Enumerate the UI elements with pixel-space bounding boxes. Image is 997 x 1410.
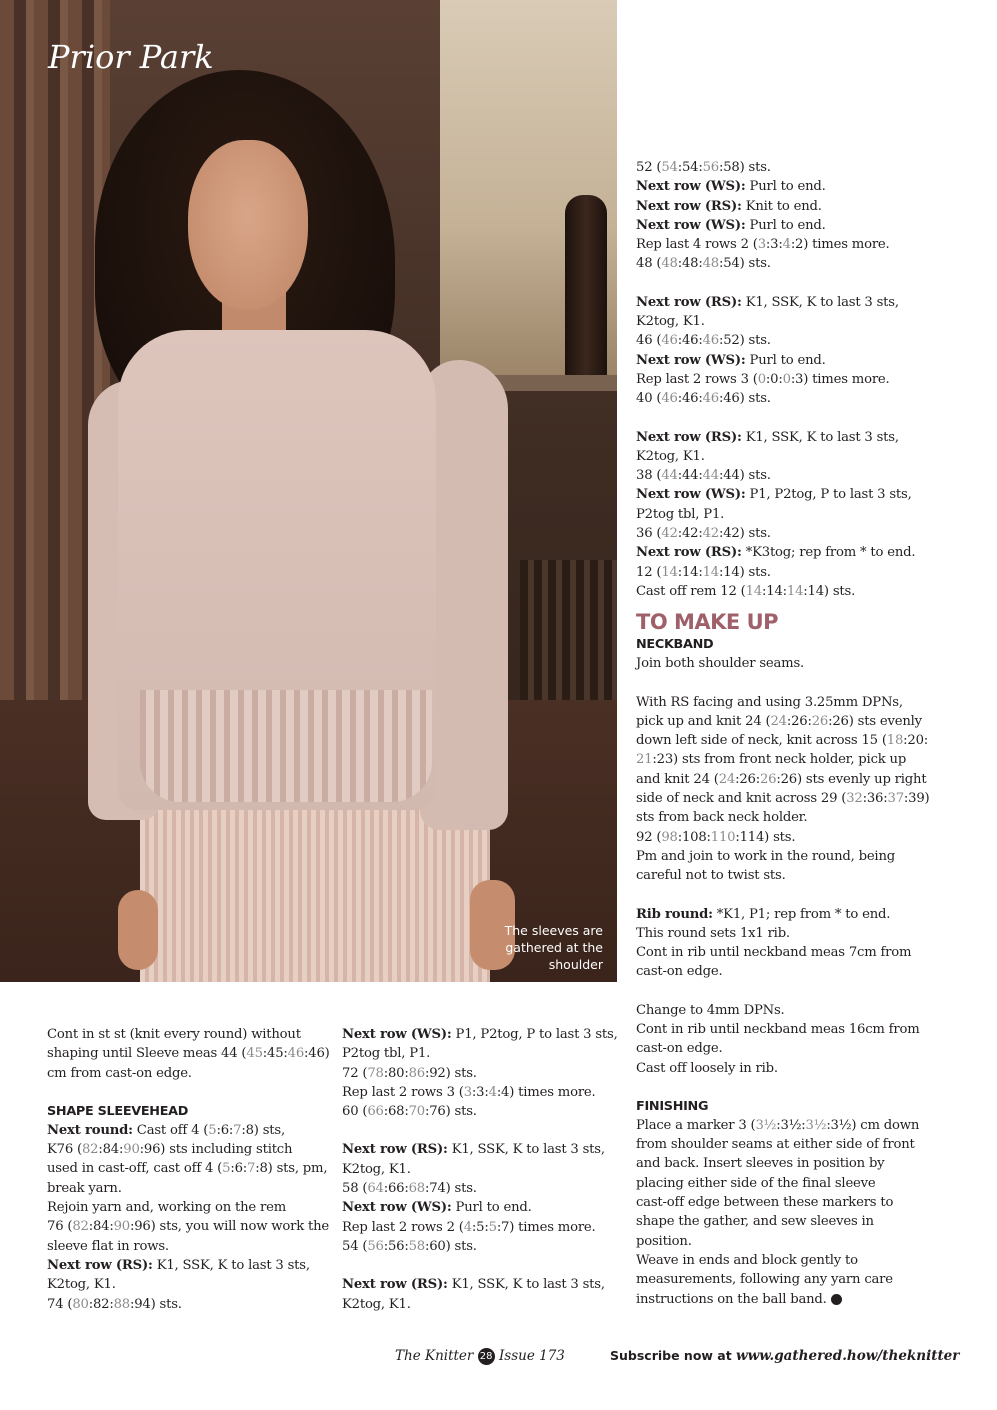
text-line: Next row (RS): K1, SSK, K to last 3 sts, <box>342 1142 605 1158</box>
text-line: Next row (RS): K1, SSK, K to last 3 sts, <box>342 1277 605 1293</box>
text-line: Next row (WS): P1, P2tog, P to last 3 sts, <box>342 1027 618 1042</box>
text-line: Rep last 2 rows 3 (0:0:0:3) times more. <box>636 371 890 387</box>
text-line: sts from back neck holder. <box>636 810 808 826</box>
text-line: Cast off loosely in rib. <box>636 1060 778 1076</box>
text-line: Next row (RS): K1, SSK, K to last 3 sts, <box>636 429 899 445</box>
text-line: 36 (42:42:42:42) sts. <box>636 526 771 542</box>
text-line: Weave in ends and block gently to <box>636 1252 858 1268</box>
text-line: Rep last 4 rows 2 (3:3:4:2) times more. <box>636 237 890 253</box>
text-line: P2tog tbl, P1. <box>342 1046 431 1062</box>
text-line: Next row (WS): Purl to end. <box>636 179 826 195</box>
text-line: 92 (98:108:110:114) sts. <box>636 829 796 845</box>
text-line: Next row (WS): P1, P2tog, P to last 3 sts, <box>636 487 912 503</box>
text-line: 54 (56:56:58:60) sts. <box>342 1238 477 1254</box>
text-line: measurements, following any yarn care <box>636 1272 893 1288</box>
sweater-lace-hem <box>140 690 432 802</box>
text-line: 52 (54:54:56:58) sts. <box>636 160 771 175</box>
text-line: K2tog, K1. <box>636 448 705 464</box>
footer-magazine <box>395 1348 565 1365</box>
text-line: cm from cast-on edge. <box>47 1065 192 1081</box>
text-line: Next row (WS): Purl to end. <box>342 1200 532 1216</box>
photo-caption: The sleeves are gathered at the shoulder <box>504 923 603 972</box>
text-line: down left side of neck, knit across 15 (18:20: <box>636 733 929 749</box>
text-line: cast-on edge. <box>636 1041 723 1057</box>
magazine-name: The Knitter <box>395 1348 474 1364</box>
text-line: Cast off rem 12 (14:14:14:14) sts. <box>636 583 856 599</box>
text-line: Change to 4mm DPNs. <box>636 1002 785 1018</box>
text-line: K2tog, K1. <box>342 1161 411 1177</box>
text-line: Place a marker 3 (3½:3½:3½:3½) cm down <box>636 1117 920 1133</box>
text-line: Next row (WS): Purl to end. <box>636 217 826 233</box>
text-line: Next row (WS): Purl to end. <box>636 352 826 368</box>
text-line: used in cast-off, cast off 4 (5:6:7:8) sts, pm, <box>47 1161 328 1177</box>
text-line: K76 (82:84:90:96) sts including stitch <box>47 1142 293 1158</box>
text-line: Rep last 2 rows 3 (3:3:4:4) times more. <box>342 1084 596 1100</box>
text-line: Cont in rib until neckband meas 7cm from <box>636 945 912 961</box>
right-column <box>636 158 936 1309</box>
text-line: 60 (66:68:70:76) sts. <box>342 1104 477 1120</box>
text-line: cast-on edge. <box>636 964 723 980</box>
text-line: 76 (82:84:90:96) sts, you will now work the <box>47 1219 329 1235</box>
hero-photo <box>0 0 617 982</box>
page-number: 28 <box>478 1348 495 1365</box>
text-line: 72 (78:80:86:92) sts. <box>342 1065 477 1081</box>
text-line: shape the gather, and sew sleeves in <box>636 1214 874 1230</box>
text-line: K2tog, K1. <box>636 314 705 330</box>
text-line: break yarn. <box>47 1180 122 1196</box>
end-mark-icon <box>831 1294 842 1305</box>
text-line: from shoulder seams at either side of front <box>636 1137 915 1153</box>
text-line: Cont in st st (knit every round) without <box>47 1027 301 1042</box>
text-line: K2tog, K1. <box>342 1296 411 1312</box>
text-line: 58 (64:66:68:74) sts. <box>342 1181 477 1197</box>
text-line: Rep last 2 rows 2 (4:5:5:7) times more. <box>342 1219 596 1235</box>
text-line: 74 (80:82:88:94) sts. <box>47 1296 182 1312</box>
subheading-neckband: NECKBAND <box>636 637 714 653</box>
text-line: Next row (RS): K1, SSK, K to last 3 sts, <box>636 294 899 310</box>
issue-number: Issue 173 <box>498 1348 565 1364</box>
text-line: Next row (RS): *K3tog; rep from * to end. <box>636 545 916 561</box>
text-line: 48 (48:48:48:54) sts. <box>636 256 771 272</box>
text-line: Next row (RS): Knit to end. <box>636 198 822 214</box>
subheading-shape-sleevehead: SHAPE SLEEVEHEAD <box>47 1103 189 1119</box>
text-line: P2tog tbl, P1. <box>636 506 725 522</box>
subscribe-label: Subscribe now at <box>610 1348 732 1363</box>
text-line: Rejoin yarn and, working on the rem <box>47 1200 287 1216</box>
text-line: Join both shoulder seams. <box>636 656 805 672</box>
text-line: pick up and knit 24 (24:26:26:26) sts evenly <box>636 713 922 729</box>
text-line: placing either side of the final sleeve <box>636 1175 876 1191</box>
left-column <box>47 1025 332 1314</box>
text-line: 12 (14:14:14:14) sts. <box>636 564 771 580</box>
text-line: and knit 24 (24:26:26:26) sts evenly up right <box>636 771 927 787</box>
middle-column <box>342 1025 627 1314</box>
vase <box>565 195 607 380</box>
text-line: instructions on the ball band. <box>636 1290 936 1309</box>
text-line: Pm and join to work in the round, being <box>636 848 895 864</box>
model-face <box>188 140 308 310</box>
text-line: Next round: Cast off 4 (5:6:7:8) sts, <box>47 1122 285 1138</box>
text-line: 40 (46:46:46:46) sts. <box>636 391 771 407</box>
text-line: K2tog, K1. <box>47 1277 116 1293</box>
text-line: shaping until Sleeve meas 44 (45:45:46:46) <box>47 1046 330 1062</box>
text-line: 38 (44:44:44:44) sts. <box>636 468 771 484</box>
text-line: position. <box>636 1233 692 1249</box>
text-line: and back. Insert sleeves in position by <box>636 1156 885 1172</box>
text-line: Cont in rib until neckband meas 16cm from <box>636 1021 920 1037</box>
text-line: 21:23) sts from front neck holder, pick up <box>636 752 907 768</box>
subheading-finishing: FINISHING <box>636 1098 709 1114</box>
text-line: This round sets 1x1 rib. <box>636 925 790 941</box>
text-line: Next row (RS): K1, SSK, K to last 3 sts, <box>47 1257 310 1273</box>
text-line: cast-off edge between these markers to <box>636 1195 894 1211</box>
text-line: 46 (46:46:46:52) sts. <box>636 333 771 349</box>
text-line: sleeve flat in rows. <box>47 1238 169 1254</box>
text-line: With RS facing and using 3.25mm DPNs, <box>636 694 903 710</box>
section-heading-make-up: TO MAKE UP <box>636 610 779 635</box>
text-line: careful not to twist sts. <box>636 868 786 884</box>
subscribe-url[interactable]: www.gathered.how/theknitter <box>736 1348 960 1364</box>
text-line: side of neck and knit across 29 (32:36:37:39) <box>636 791 930 807</box>
page-title: Prior Park <box>48 38 214 76</box>
footer-subscribe <box>610 1348 959 1364</box>
model-hand-left <box>118 890 158 970</box>
text-line: Rib round: *K1, P1; rep from * to end. <box>636 906 891 922</box>
